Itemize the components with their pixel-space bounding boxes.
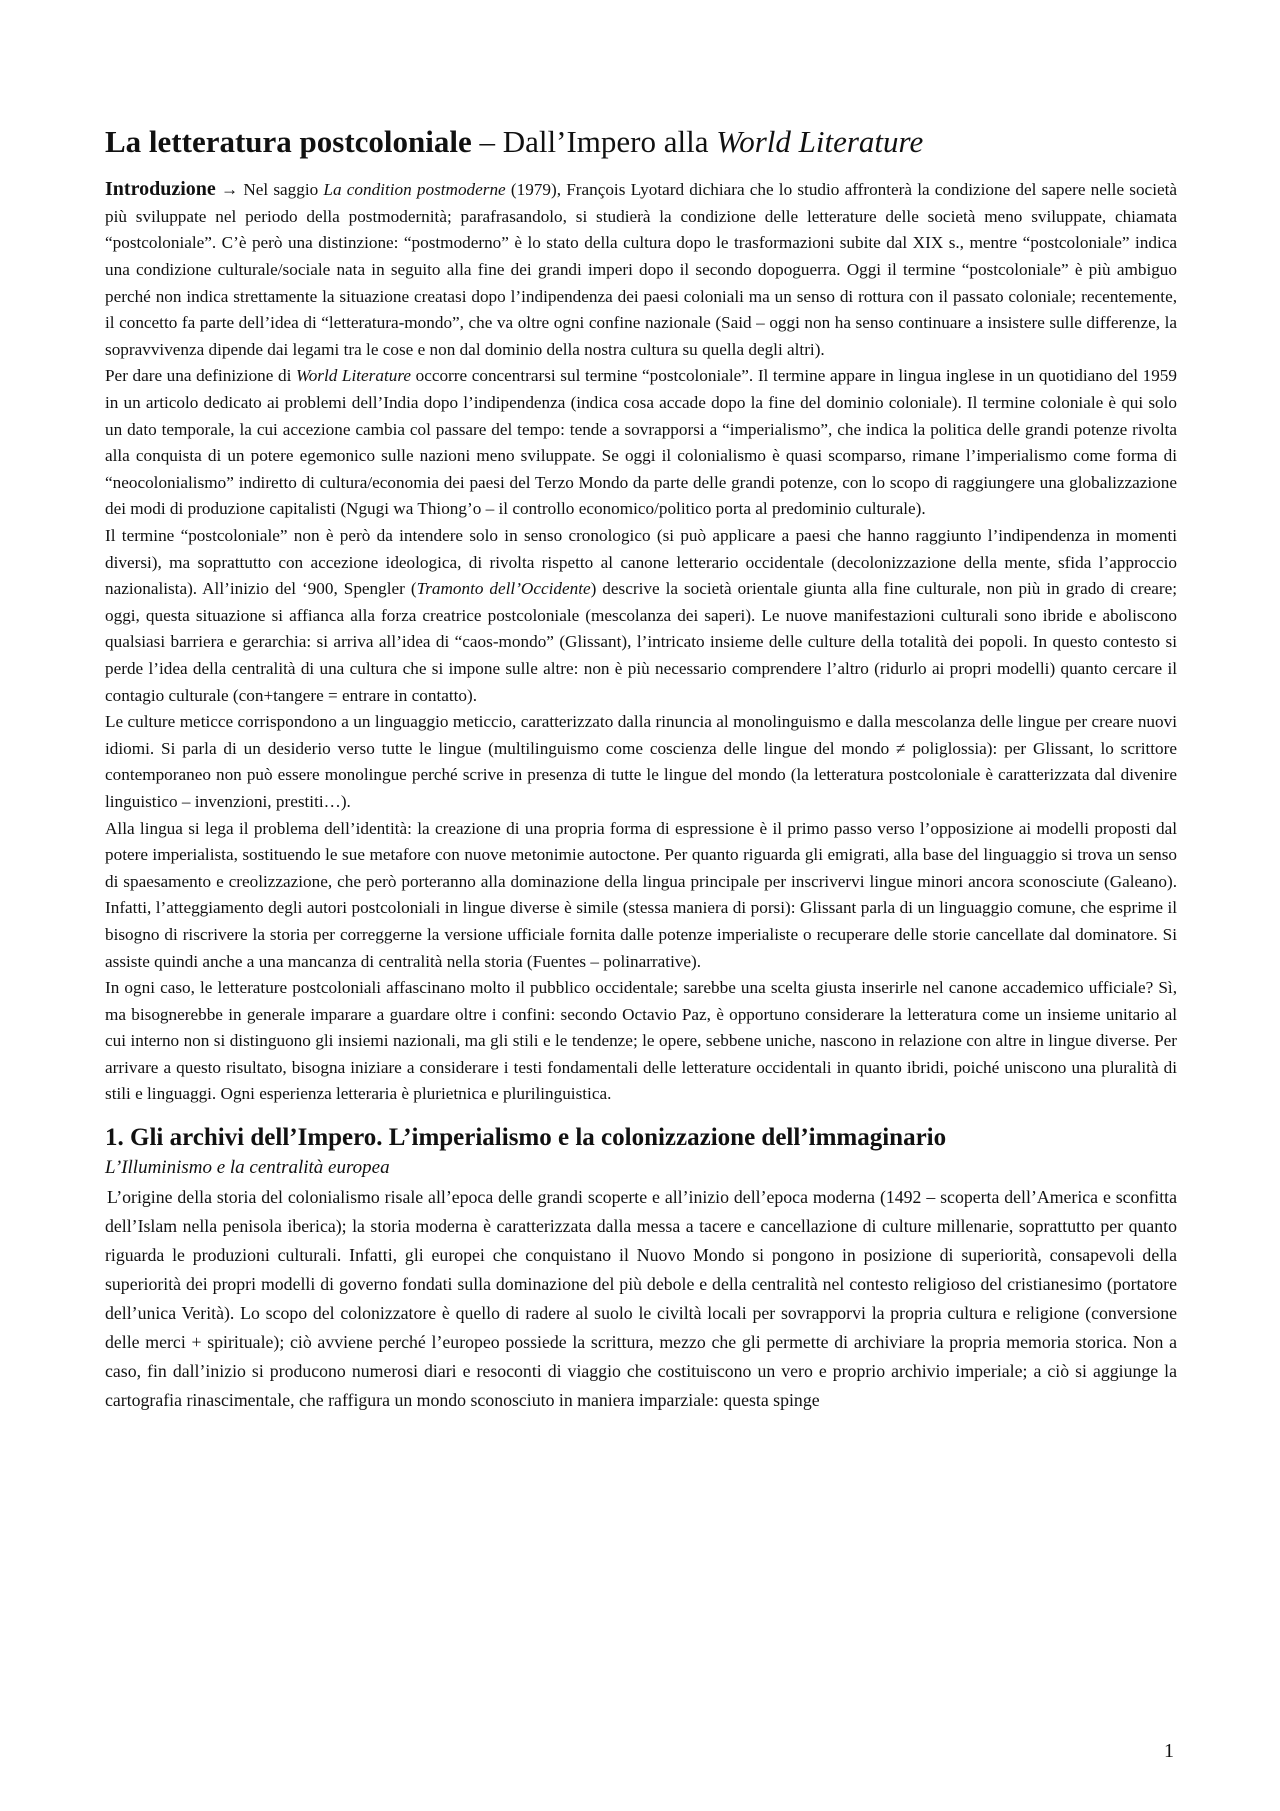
p2-text-b: occorre concentrarsi sul termine “postcoloniale”. Il termine appare in lingua inglese in un quotidiano del 1959 in un articolo dedicato ai problemi dell’India dopo l’indipendenza (indica cosa accade dopo la fine del dominio coloniale). Il termine coloniale è qui solo un dato temporale, la cui accezione cambia col passare del tempo: tende a sovrapporsi a “imperialismo”, che indica la politica delle grandi potenze rivolta alla conquista di un potere egemonico sulle nazioni meno sviluppate. Se oggi il colonialismo è quasi scomparso, rimane l’imperialismo come forma di “neocolonialismo” indiretto di cultura/economia dei paesi del Terzo Mondo da parte delle grandi potenze, con lo scopo di raggiungere una globalizzazione dei modi di produzione capitalisti (Ngugi wa Thiong’o – il controllo economico/politico porta al predominio culturale). [105,366,1177,519]
section-1-paragraph: L’origine della storia del colonialismo risale all’epoca delle grandi scoperte e all’inizio dell’epoca moderna (1492 – scoperta dell’America e sconfitta dell’Islam nella penisola iberica); la storia moderna è caratterizzata dalla messa a tacere e cancellazione di culture millenarie, soprattutto per quanto riguarda le produzioni culturali. Infatti, gli europei che conquistano il Nuovo Mondo si pongono in posizione di superiorità, consapevoli della superiorità dei propri modelli di governo fondati sulla dominazione del più debole e della centralità nel contesto religioso del cristianesimo (portatore dell’unica Verità). Lo scopo del colonizzatore è quello di radere al suolo le civiltà locali per sovrapporvi la propria cultura e religione (conversione delle merci + spirituale); ciò avviene perché l’europeo possiede la scrittura, mezzo che gli permette di archiviare la propria memoria storica. Non a caso, fin dall’inizio si producono numerosi diari e resoconti di viaggio che costituiscono un vero e proprio archivio imperiale; a ciò si aggiunge la cartografia rinascimentale, che raffigura un mondo sconosciuto in maniera imparziale: questa spinge [105,1187,1177,1411]
title-subtitle: Dall’Impero alla [502,124,717,159]
page-content [105,122,1177,1415]
intro-paragraph-6: In ogni caso, le letterature postcoloniali affascinano molto il pubblico occidentale; sarebbe una scelta giusta inserirle nel canone accademico ufficiale? Sì, ma bisognerebbe in generale imparare a guardare oltre i confini: secondo Octavio Paz, è opportuno considerare la letteratura come un insieme unitario al cui interno non si distinguono gli insiemi nazionali, ma gli stili e le tendenze; le opere, sebbene uniche, nascono in relazione con altre in lingue diverse. Per arrivare a questo risultato, bisogna iniziare a considerare i testi fondamentali delle letterature occidentali in quanto ibridi, poiché uniscono una pluralità di stili e linguaggi. Ogni esperienza letteraria è plurietnica e plurilinguistica. [105,978,1177,1104]
intro-work-title: La condition postmoderne [323,180,506,200]
intro-paragraph-4: Le culture meticce corrispondono a un linguaggio meticcio, caratterizzato dalla rinuncia al monolinguismo e dalla mescolanza delle lingue per creare nuovi idiomi. Si parla di un desiderio verso tutte le lingue (multilinguismo come coscienza delle lingue del mondo ≠ poliglossia): per Glissant, lo scrittore contemporaneo non può essere monolingue perché scrive in presenza di tutte le lingue del mondo (la letteratura postcoloniale è caratterizzata dal divenire linguistico – invenzioni, prestiti…). [105,712,1177,811]
p2-text-a: Per dare una definizione di [105,366,296,386]
title-main: La letteratura postcoloniale [105,124,472,159]
intro-text-b: (1979), François Lyotard dichiara che lo studio affronterà la condizione del sapere nelle società più sviluppate nel periodo della postmodernità; parafrasandolo, si studierà la condizione delle letterature delle società meno sviluppate, chiamata “postcoloniale”. C’è però una distinzione: “postmoderno” è lo stato della cultura dopo le trasformazioni subite dal XIX s., mentre “postcoloniale” indica una condizione culturale/sociale nata in seguito alla fine dei grandi imperi dopo il secondo dopoguerra. Oggi il termine “postcoloniale” è più ambiguo perché non indica strettamente la situazione creatasi dopo l’indipendenza dei paesi coloniali ma un senso di rottura con il passato coloniale; recentemente, il concetto fa parte dell’idea di “letteratura-mondo”, che va oltre ogni confine nazionale (Said – oggi non ha senso continuare a insistere sulle differenze, la sopravvivenza dipende dai legami tra le cose e non dal dominio della nostra cultura su quella degli altri). [105,180,1177,359]
page-number: 1 [1164,1740,1174,1762]
section-1-subtitle: L’Illuminismo e la centralità europea [105,1156,390,1178]
intro-paragraph-3 [105,523,1177,709]
title-separator: – [471,124,503,159]
p3-text-a: Il termine “postcoloniale” non è però da intendere solo in senso cronologico (si può applicare a paesi che hanno raggiunto l’indipendenza in momenti diversi), ma soprattutto con accezione ideologica, di rivolta rispetto al canone letterario occidentale (decolonizzazione della mente, sfida l’approccio nazionalista). All’inizio del ‘900, Spengler ( [105,526,1177,599]
p3-italic: Tramonto dell’Occidente [416,579,591,599]
intro-paragraph-1 [105,176,1177,363]
section-1-title: 1. Gli archivi dell’Impero. L’imperialismo e la colonizzazione dell’immaginario [105,1124,947,1152]
intro-text-a: Nel saggio [243,180,324,200]
intro-paragraph-2 [105,363,1177,523]
intro-paragraph-5: Alla lingua si lega il problema dell’identità: la creazione di una propria forma di espressione è il primo passo verso l’opposizione ai modelli proposti dal potere imperialista, sostituendo le sue metafore con nuove metonimie autoctone. Per quanto riguarda gli emigrati, alla base del linguaggio si trova un senso di spaesamento e creolizzazione, che però porteranno alla dominazione della lingua principale per inscrivervi lingue minori ancora sconosciute (Galeano). Infatti, l’atteggiamento degli autori postcoloniali in lingue diverse è simile (stessa maniera di porsi): Glissant parla di un linguaggio comune, che esprime il bisogno di riscrivere la storia per correggerne la versione ufficiale fornita dalle potenze imperialiste o recuperare delle storie cancellate dal dominatore. Si assiste quindi anche a una mancanza di centralità nella storia (Fuentes – polinarrative). [105,818,1177,971]
document-title [105,122,1177,162]
p2-italic: World Literature [295,366,412,386]
arrow-glyph: → [215,180,244,200]
title-subtitle-italic: World Literature [716,124,924,159]
p3-text-b: ) descrive la società orientale giunta alla fine culturale, non più in grado di creare; oggi, questa situazione si affianca alla forza creatrice postcoloniale (mescolanza dei saperi). Le nuove manifestazioni culturali sono ibride e aboliscono qualsiasi barriera e gerarchia: si arriva all’idea di “caos-mondo” (Glissant), l’intricato insieme delle culture della totalità dei popoli. In questo contesto si perde l’idea della centralità di una cultura che si impone sulle altre: non è più necessario comprendere l’altro (ridurlo ai propri modelli) quanto cercare il contagio culturale (con+tangere = entrare in contatto). [105,579,1177,705]
intro-heading: Introduzione [105,178,216,201]
